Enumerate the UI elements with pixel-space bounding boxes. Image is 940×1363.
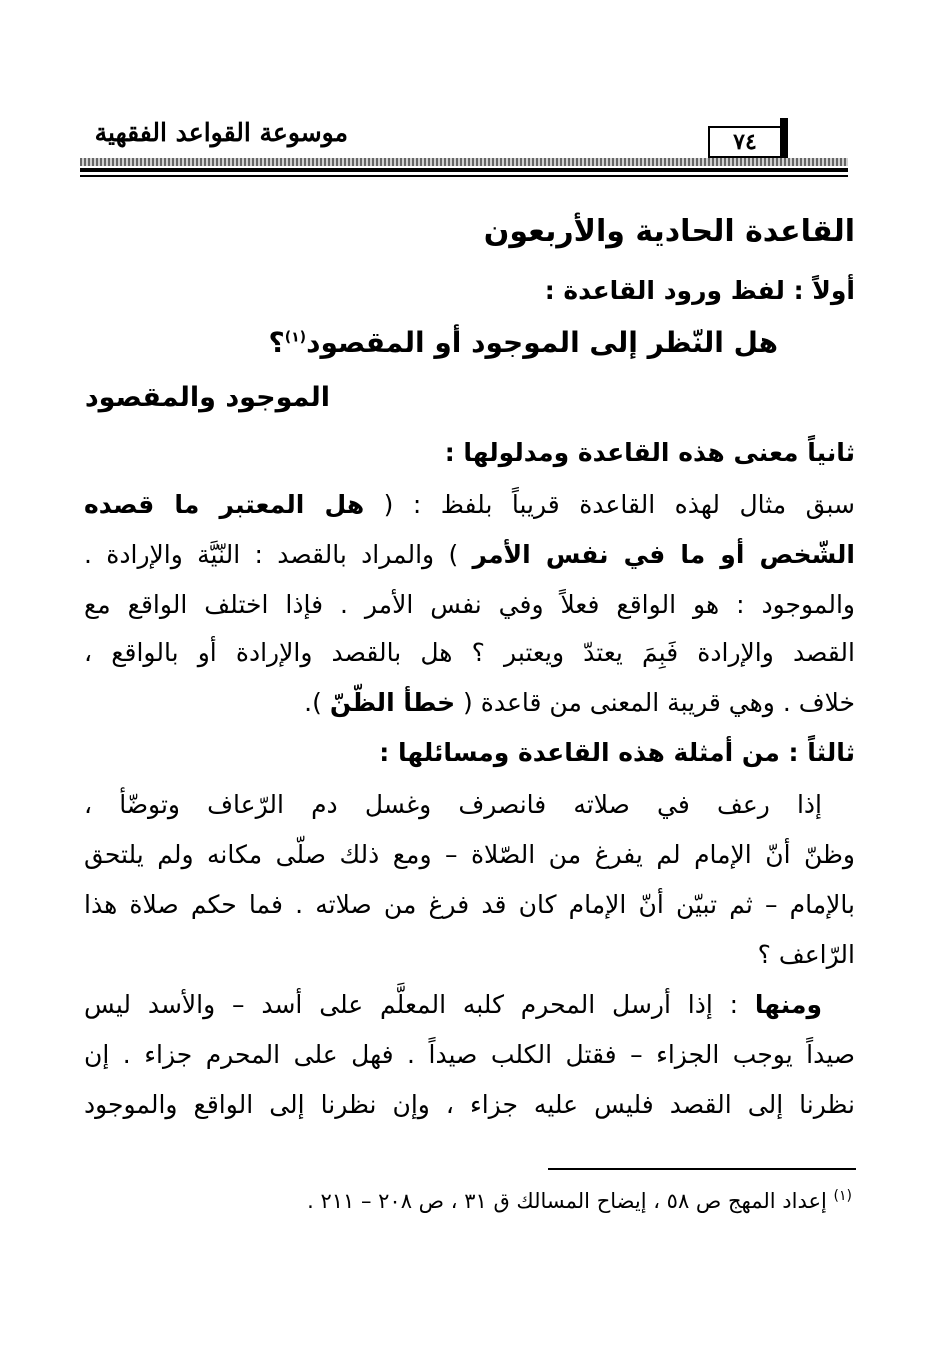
example-2-lead: ومنها <box>754 990 822 1019</box>
text-run: : إذا أرسل المحرم كلبه المعلَّم على أسد – والأسد ليس <box>84 990 755 1019</box>
quoted-rule: الشّخص أو ما في نفس الأمر <box>472 540 855 569</box>
example-2-line-2: صيداً يوجب الجزاء – فقتل الكلب صيداً . فهل على المحرم جزاء . إن <box>84 1040 855 1069</box>
rule-text-end: ؟ <box>268 326 285 359</box>
section-3-label: ثالثاً : من أمثلة هذه القاعدة ومسائلها : <box>379 738 855 767</box>
footnote-rule <box>548 1168 856 1170</box>
example-2-line-1 <box>84 990 822 1019</box>
footnote <box>307 1188 852 1213</box>
section-2-label: ثانياً معنى هذه القاعدة ومدلولها : <box>444 438 855 467</box>
text-run: سبق مثال لهذه القاعدة قريباً بلفظ : ( <box>364 490 856 519</box>
example-1-line-4: الرّاعف ؟ <box>757 940 855 969</box>
section-2-line-5 <box>304 688 855 717</box>
header-rule-band <box>80 158 848 166</box>
text-run: خلاف . وهي قريبة المعنى من قاعدة ( <box>455 688 855 717</box>
section-1-label: أولاً : لفظ ورود القاعدة : <box>544 276 855 305</box>
quoted-rule: هل المعتبر ما قصده <box>84 490 365 519</box>
example-1-line-1: إذا رعف في صلاته فانصرف وغسل دم الرّعاف وتوضّأ ، <box>84 790 822 819</box>
header-rule-thick <box>80 168 848 172</box>
text-run: ). <box>304 688 330 717</box>
section-2-line-3: والموجود : هو الواقع فعلاً وفي نفس الأمر . فإذا اختلف الواقع مع <box>84 590 855 619</box>
section-2-line-4: القصد والإرادة فَبِمَ يعتدّ ويعتبر ؟ هل بالقصد والإرادة أو بالواقع ، <box>84 638 855 667</box>
footnote-marker: (١) <box>833 1188 852 1204</box>
rule-text <box>268 326 778 359</box>
rule-heading: القاعدة الحادية والأربعون <box>483 214 855 249</box>
section-2-line-1 <box>84 490 855 519</box>
section-2-line-2 <box>84 540 855 569</box>
rule-text-body: هل النّظر إلى الموجود أو المقصود <box>306 326 778 359</box>
example-2-line-3: نظرنا إلى القصد فليس عليه جزاء ، وإن نظرنا إلى الواقع والموجود <box>84 1090 855 1119</box>
related-rule: خطأ الظّنّ <box>329 688 456 717</box>
running-title: موسوعة القواعد الفقهية <box>94 118 348 147</box>
page-number: ٧٤ <box>708 126 782 158</box>
rule-alternate-wording: الموجود والمقصود <box>84 382 330 413</box>
rule-footnote-ref: (١) <box>284 329 307 346</box>
example-1-line-2: وظنّ أنّ الإمام لم يفرغ من الصّلاة – ومع ذلك صلّى مكانه ولم يلتحق <box>84 840 855 869</box>
header-rule-thin <box>80 175 848 177</box>
example-1-line-3: بالإمام – ثم تبيّن أنّ الإمام كان قد فرغ من صلاته . فما حكم صلاة هذا <box>84 890 855 919</box>
footnote-text: إعداد المهج ص ٥٨ ، إيضاح المسالك ق ٣١ ، ص ٢٠٨ – ٢١١ . <box>307 1189 827 1213</box>
text-run: ) والمراد بالقصد : النّيَّة والإرادة . <box>84 540 473 569</box>
